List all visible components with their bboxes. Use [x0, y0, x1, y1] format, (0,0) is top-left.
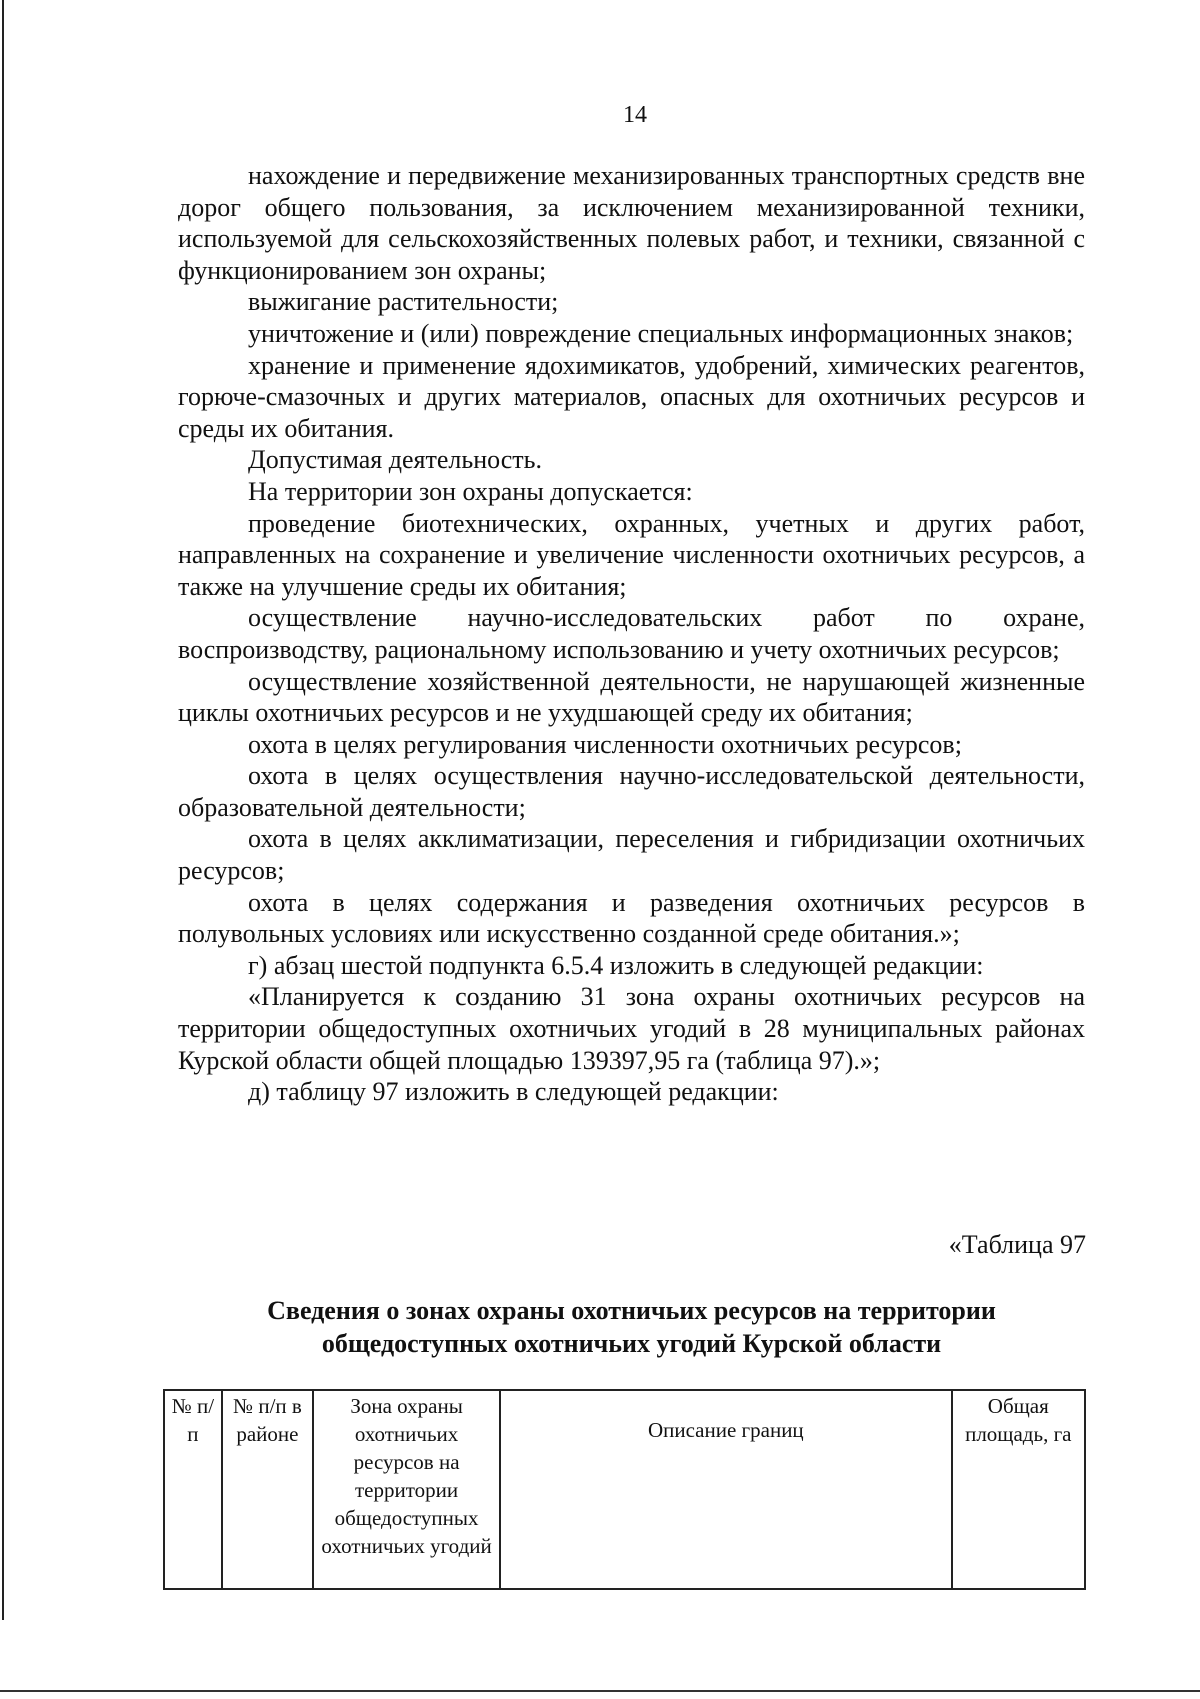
paragraph: охота в целях акклиматизации, переселения и гибридизации охотничьих ресурсов; — [178, 824, 1085, 886]
header-cell-boundaries: Описание границ — [500, 1390, 952, 1589]
table-title — [178, 1294, 1085, 1360]
header-cell-area: Общая площадь, га — [952, 1390, 1085, 1589]
paragraph: выжигание растительности; — [248, 287, 559, 317]
paragraph: д) таблицу 97 изложить в следующей редакции: — [248, 1077, 779, 1107]
paragraph: нахождение и передвижение механизированных транспортных средств вне дорог общего пользования, за исключением механизированной техники, используемой для сельскохозяйственных полевых работ, и техники, связанной с функционированием зон охраны; — [178, 161, 1085, 285]
header-cell-district-number: № п/п в районе — [222, 1390, 313, 1589]
scan-border-bottom — [0, 1690, 1200, 1692]
scan-border-left — [2, 0, 4, 1620]
paragraph: охота в целях осуществления научно-исследовательской деятельности, образовательной деятельности; — [178, 761, 1085, 822]
paragraph: охота в целях содержания и разведения охотничьих ресурсов в полувольных условиях или искусственно созданной среде обитания.»; — [178, 887, 1085, 949]
paragraph: проведение биотехнических, охранных, учетных и других работ, направленных на сохранение и увеличение численности охотничьих ресурсов, а также на улучшение среды их обитания; — [178, 508, 1085, 601]
paragraph: г) абзац шестой подпункта 6.5.4 изложить в следующей редакции: — [248, 950, 984, 980]
paragraph: осуществление хозяйственной деятельности, не нарушающей жизненные циклы охотничьих ресурсов и не ухудшающей среду их обитания; — [178, 666, 1085, 728]
header-cell-zone: Зона охраны охотничьих ресурсов на территории общедоступных охотничьих угодий — [313, 1390, 500, 1589]
paragraph: На территории зон охраны допускается: — [248, 476, 693, 506]
table-label: «Таблица 97 — [948, 1230, 1086, 1259]
paragraph: уничтожение и (или) повреждение специальных информационных знаков; — [248, 318, 1074, 348]
body-text — [178, 160, 1085, 1108]
page-number: 14 — [623, 102, 647, 128]
paragraph: осуществление научно-исследовательских работ по охране, воспроизводству, рациональному использованию и учету охотничьих ресурсов; — [178, 603, 1085, 664]
zones-table — [163, 1389, 1086, 1590]
paragraph: «Планируется к созданию 31 зона охраны охотничьих ресурсов на территории общедоступных охотничьих угодий в 28 муниципальных районах Курской области общей площадью 139397,95 га (таблица 97).»; — [178, 982, 1085, 1075]
table-title-line: Сведения о зонах охраны охотничьих ресурсов на территории — [267, 1296, 996, 1325]
paragraph: хранение и применение ядохимикатов, удобрений, химических реагентов, горюче-смазочных и других материалов, опасных для охотничьих ресурсов и среды их обитания. — [178, 350, 1085, 443]
table-title-line: общедоступных охотничьих угодий Курской области — [321, 1329, 942, 1358]
paragraph: Допустимая деятельность. — [248, 445, 543, 475]
table-header-row — [164, 1390, 1085, 1589]
paragraph: охота в целях регулирования численности охотничьих ресурсов; — [248, 729, 962, 759]
header-cell-number: № п/п — [164, 1390, 222, 1589]
